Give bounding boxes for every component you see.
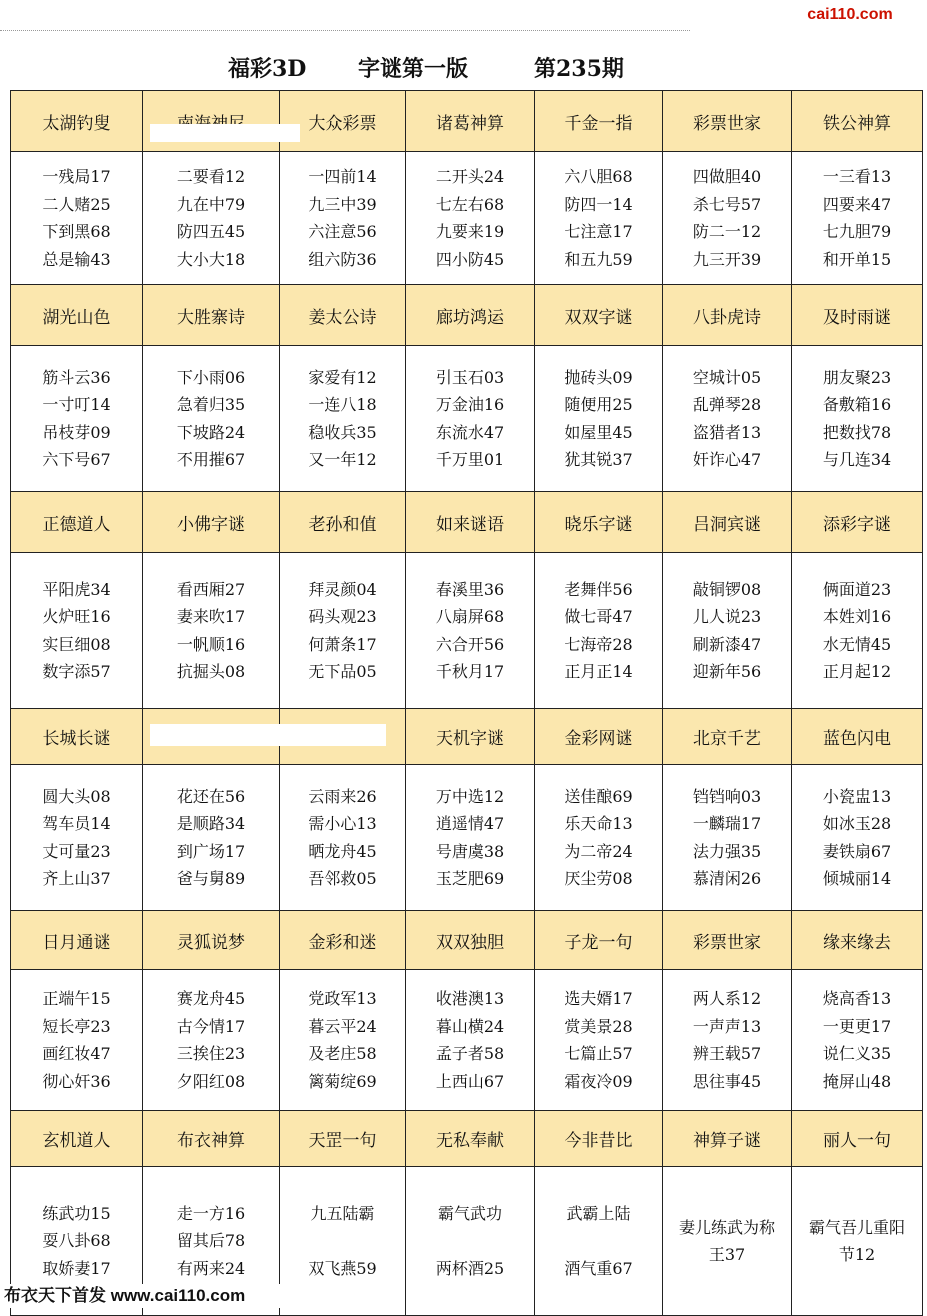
riddle-line: 晒龙舟45 [308,841,377,861]
riddle-row [11,970,923,1111]
riddle-line: 一寸叮14 [42,395,111,414]
title-part-2: 字谜第一版 [358,56,469,82]
riddle-line: 画红妆47 [42,1044,111,1063]
column-header: 子龙一句 [535,911,663,970]
riddle-cell [792,553,923,709]
riddle-row [11,765,923,911]
riddle-line: 如屋里45 [564,422,633,442]
riddle-cell [143,765,280,911]
riddle-cell [280,346,406,492]
riddle-line: 杀七号57 [692,194,762,214]
riddle-cell [11,970,143,1111]
riddle-line: 码头观23 [308,607,377,626]
riddle-line: 暮山横24 [435,1016,505,1036]
riddle-cell [406,1167,535,1316]
riddle-line: 篱菊绽69 [308,1071,377,1091]
riddle-line: 小瓷盅13 [822,786,892,806]
riddle-line: 迎新年56 [692,662,762,681]
riddle-line: 九在中79 [176,194,246,214]
riddle-line: 武霸上陆 [566,1204,631,1223]
riddle-cell [663,152,792,285]
column-header: 蓝色闪电 [792,709,923,765]
riddle-line: 防四一14 [564,194,633,214]
riddle-line: 防二一12 [692,222,762,241]
riddle-cell [11,152,143,285]
riddle-line: 两杯酒25 [435,1258,505,1278]
riddle-line: 水无情45 [822,634,892,654]
riddle-line: 万金油16 [435,395,505,414]
riddle-line: 引玉石03 [435,367,505,387]
riddle-line: 倾城丽14 [822,869,892,888]
riddle-line: 选夫婿17 [564,989,633,1008]
column-header: 天机字谜 [406,709,535,765]
footer-credit: 布衣天下首发 www.cai110.com [0,1284,364,1308]
column-header: 今非昔比 [535,1111,663,1167]
riddle-line: 吊枝芽09 [42,422,111,442]
riddle-cell [792,152,923,285]
riddle-line: 一四前14 [308,167,377,186]
riddle-line: 辨王载57 [692,1044,762,1063]
riddle-line: 说仁义35 [822,1044,892,1063]
riddle-line: 抗掘头08 [176,662,246,681]
riddle-line: 齐上山37 [42,869,111,888]
riddle-line: 到广场17 [176,841,246,861]
riddle-line: 下到黑68 [42,222,111,241]
page-title [0,50,927,88]
riddle-line: 九五陆霸 [310,1204,375,1223]
riddle-cell [663,970,792,1111]
riddle-line: 组六防36 [308,249,377,269]
riddle-line: 总是输43 [42,249,111,269]
column-header: 北京千艺 [663,709,792,765]
header-row [11,709,923,765]
riddle-cell [535,1167,663,1316]
riddle-cell [143,152,280,285]
riddle-line: 敲铜锣08 [692,579,762,599]
riddle-line: 二要看12 [176,167,246,186]
riddle-cell [280,553,406,709]
riddle-line: 何萧条17 [308,634,377,654]
riddle-line: 朋友聚23 [822,367,892,387]
riddle-line: 霜夜冷09 [564,1071,633,1091]
riddle-line: 老舞伴56 [564,579,633,599]
riddle-line: 与几连34 [822,450,892,469]
riddle-line: 刷新漆47 [692,634,762,654]
riddle-cell [535,553,663,709]
column-header: 天罡一句 [280,1111,406,1167]
riddle-cell [792,346,923,492]
column-header: 及时雨谜 [792,285,923,346]
riddle-line: 实巨细08 [42,634,111,654]
riddle-cell [143,346,280,492]
riddle-line: 一声声13 [692,1016,762,1036]
column-header: 丽人一句 [792,1111,923,1167]
column-header: 湖光山色 [11,285,143,346]
riddle-line: 短长亭23 [42,1016,111,1036]
riddle-line: 把数找78 [822,422,892,442]
riddle-line: 本姓刘16 [822,607,892,626]
riddle-cell [406,346,535,492]
riddle-line: 俩面道23 [822,579,892,599]
riddle-line: 上西山67 [435,1071,505,1091]
riddle-line: 正月正14 [564,662,633,681]
riddle-line: 是顺路34 [176,814,246,833]
riddle-line: 一麟瑞17 [692,814,762,833]
riddle-line: 和五九59 [564,249,633,269]
riddle-cell [535,152,663,285]
riddle-line: 收港澳13 [435,989,505,1008]
riddle-line: 六下号67 [42,450,111,469]
riddle-line: 大小大18 [176,249,246,269]
column-header: 彩票世家 [663,911,792,970]
riddle-line: 如冰玉28 [822,814,892,833]
riddle-line: 急着归35 [176,395,246,414]
riddle-cell [406,553,535,709]
column-header: 布衣神算 [143,1111,280,1167]
riddle-line: 彻心奸36 [42,1071,111,1091]
riddle-cell [143,553,280,709]
riddle-line: 数字添57 [42,662,111,681]
column-header: 铁公神算 [792,91,923,152]
riddle-line: 稳收兵35 [308,422,377,442]
riddle-line: 火炉旺16 [42,607,111,626]
riddle-line: 霸气武功 [437,1204,502,1223]
riddle-line: 四要来47 [822,194,892,214]
riddle-line: 及老庄58 [308,1044,377,1063]
riddle-line: 七注意17 [564,222,633,241]
riddle-line: 古今情17 [176,1016,246,1036]
riddle-line: 丈可量23 [42,841,111,861]
riddle-cell [11,346,143,492]
riddle-line: 思往事45 [692,1071,762,1091]
riddle-line: 圆大头08 [42,786,111,806]
column-header: 廊坊鸿运 [406,285,535,346]
riddle-line: 逍遥情47 [435,814,505,833]
column-header: 双双独胆 [406,911,535,970]
riddle-line: 二开头24 [435,167,505,186]
riddle-line: 烧高香13 [822,989,892,1008]
riddle-line: 七九胆79 [822,222,892,241]
top-divider [0,30,690,31]
riddle-line: 千秋月17 [435,662,505,681]
site-logo: cai110.com [807,6,893,23]
riddle-line: 无下品05 [308,662,377,681]
riddle-row [11,553,923,709]
riddle-line: 练武功15 [42,1203,111,1223]
riddle-line: 一连八18 [308,395,377,414]
header-row [11,1111,923,1167]
riddle-line: 党政军13 [308,989,377,1008]
riddle-line: 驾车员14 [42,814,111,833]
riddle-line: 七左右68 [435,194,505,214]
column-header: 神算子谜 [663,1111,792,1167]
riddle-cell [280,152,406,285]
riddle-line: 七篇止57 [564,1044,633,1063]
riddle-line: 空城计05 [692,367,762,387]
column-header: 诸葛神算 [406,91,535,152]
riddle-line: 盗猎者13 [692,422,762,442]
riddle-line: 正端午15 [42,989,111,1008]
riddle-line: 号唐虞38 [435,841,505,861]
riddle-cell [280,765,406,911]
riddle-line: 节12 [838,1245,876,1264]
riddle-cell [406,970,535,1111]
column-header [143,91,280,152]
riddle-cell [663,1167,792,1316]
column-header: 双双字谜 [535,285,663,346]
riddle-line: 留其后78 [176,1231,246,1251]
column-header: 太湖钓叟 [11,91,143,152]
header-row [11,285,923,346]
riddle-line: 慕清闲26 [692,869,762,888]
riddle-line: 看西厢27 [176,579,246,599]
column-header: 姜太公诗 [280,285,406,346]
riddle-line: 二人赌25 [42,194,111,214]
riddle-line: 春溪里36 [435,579,505,599]
column-header: 缘来缘去 [792,911,923,970]
riddle-line: 随便用25 [564,395,633,414]
riddle-line: 千万里01 [435,450,505,469]
riddle-line: 又一年12 [308,450,377,469]
column-header: 玄机道人 [11,1111,143,1167]
riddle-cell [663,553,792,709]
riddle-line: 八扇屏68 [435,607,505,626]
riddle-line: 乐天命13 [564,814,633,833]
riddle-line: 双飞燕59 [308,1258,377,1278]
column-header: 晓乐字谜 [535,492,663,553]
riddle-cell [406,152,535,285]
column-header: 金彩网谜 [535,709,663,765]
riddle-line: 走一方16 [176,1203,246,1223]
riddle-line: 六八胆68 [564,167,633,186]
riddle-line: 抛砖头09 [564,367,633,387]
riddle-line: 不用摧67 [176,450,246,469]
header-row [11,492,923,553]
riddle-line: 一更更17 [822,1016,892,1036]
riddle-line: 六合开56 [435,634,505,654]
redaction-mask [150,724,386,746]
riddle-line: 四小防45 [435,249,505,269]
column-header: 千金一指 [535,91,663,152]
column-header: 无私奉献 [406,1111,535,1167]
riddle-line: 为二帝24 [564,841,633,861]
riddle-line: 花还在56 [176,786,246,806]
title-part-1: 福彩3D [228,56,307,82]
riddle-cell [143,970,280,1111]
riddle-line: 耍八卦68 [42,1231,111,1251]
riddle-line: 暮云平24 [308,1016,377,1036]
riddle-line: 妻来吹17 [176,607,246,626]
column-header: 彩票世家 [663,91,792,152]
riddle-line: 备敷箱16 [822,395,892,414]
riddle-line: 犹其锐37 [564,450,633,469]
riddle-cell [406,765,535,911]
riddle-line: 赛龙舟45 [176,989,246,1008]
riddle-line: 妻儿练武为称 [678,1217,775,1237]
column-header: 如来谜语 [406,492,535,553]
riddle-line: 六注意56 [308,222,377,241]
riddle-cell [11,765,143,911]
riddle-line: 厌尘劳08 [564,869,633,888]
riddle-line: 儿人说23 [692,607,762,626]
empty-line [280,1228,405,1255]
riddle-line: 下小雨06 [176,367,246,387]
header-row [11,91,923,152]
riddle-line: 王37 [708,1245,746,1264]
title-part-3: 第235期 [534,56,624,82]
riddle-cell [535,346,663,492]
riddle-line: 九要来19 [435,222,505,241]
riddle-line: 和开单15 [822,249,892,269]
riddle-cell [663,346,792,492]
column-header: 长城长谜 [11,709,143,765]
riddle-line: 取娇妻17 [42,1258,111,1278]
riddle-line: 法力强35 [692,841,762,861]
riddle-row [11,346,923,492]
riddle-line: 七海帝28 [564,634,633,654]
riddle-line: 两人系12 [692,989,762,1008]
riddle-table [10,90,923,1316]
riddle-cell [535,970,663,1111]
riddle-line: 平阳虎34 [42,579,111,599]
riddle-line: 九三中39 [308,194,377,214]
riddle-line: 防四五45 [176,222,246,241]
header-row [11,911,923,970]
empty-line [535,1228,662,1255]
riddle-line: 拜灵颜04 [308,579,377,599]
riddle-line: 妻铁扇67 [822,841,892,861]
riddle-line: 送佳酿69 [564,786,633,806]
riddle-line: 家爱有12 [308,367,377,387]
riddle-line: 做七哥47 [564,607,633,626]
column-header: 正德道人 [11,492,143,553]
riddle-line: 爸与舅89 [176,869,246,888]
riddle-line: 赏美景28 [564,1016,633,1036]
riddle-cell [280,970,406,1111]
column-header: 吕洞宾谜 [663,492,792,553]
riddle-line: 奸诈心47 [692,450,762,469]
riddle-line: 需小心13 [308,814,377,833]
riddle-line: 三挨住23 [176,1044,246,1063]
riddle-line: 一三看13 [822,167,892,186]
riddle-line: 一帆顺16 [176,634,246,654]
column-header: 灵狐说梦 [143,911,280,970]
riddle-cell [792,970,923,1111]
riddle-line: 霸气吾儿重阳 [808,1217,905,1237]
column-header: 大胜寨诗 [143,285,280,346]
riddle-line: 吾邻救05 [308,869,377,888]
column-header: 八卦虎诗 [663,285,792,346]
riddle-line: 东流水47 [435,422,505,442]
riddle-row [11,152,923,285]
riddle-line: 掩屏山48 [822,1071,892,1091]
riddle-line: 有两来24 [176,1258,246,1278]
riddle-line: 四做胆40 [692,167,762,186]
riddle-line: 正月起12 [822,662,892,681]
riddle-line: 下坡路24 [176,422,246,442]
column-header: 小佛字谜 [143,492,280,553]
riddle-line: 孟子者58 [435,1044,505,1063]
riddle-line: 一残局17 [42,167,111,186]
riddle-line: 云雨来26 [308,786,377,806]
riddle-line: 万中选12 [435,786,505,806]
riddle-line: 九三开39 [692,249,762,269]
riddle-cell [792,1167,923,1316]
riddle-cell [792,765,923,911]
riddle-line: 乱弹琴28 [692,395,762,414]
column-header: 添彩字谜 [792,492,923,553]
column-header: 老孙和值 [280,492,406,553]
riddle-line: 玉芝肥69 [435,869,505,888]
column-header: 金彩和迷 [280,911,406,970]
riddle-line: 酒气重67 [564,1258,633,1278]
column-header: 大众彩票 [280,91,406,152]
empty-line [406,1228,534,1255]
redaction-mask [150,124,300,142]
riddle-cell [11,553,143,709]
riddle-cell [663,765,792,911]
riddle-line: 筋斗云36 [42,367,111,387]
riddle-line: 夕阳红08 [176,1071,246,1091]
riddle-line: 铛铛响03 [692,786,762,806]
riddle-cell [535,765,663,911]
column-header: 日月通谜 [11,911,143,970]
